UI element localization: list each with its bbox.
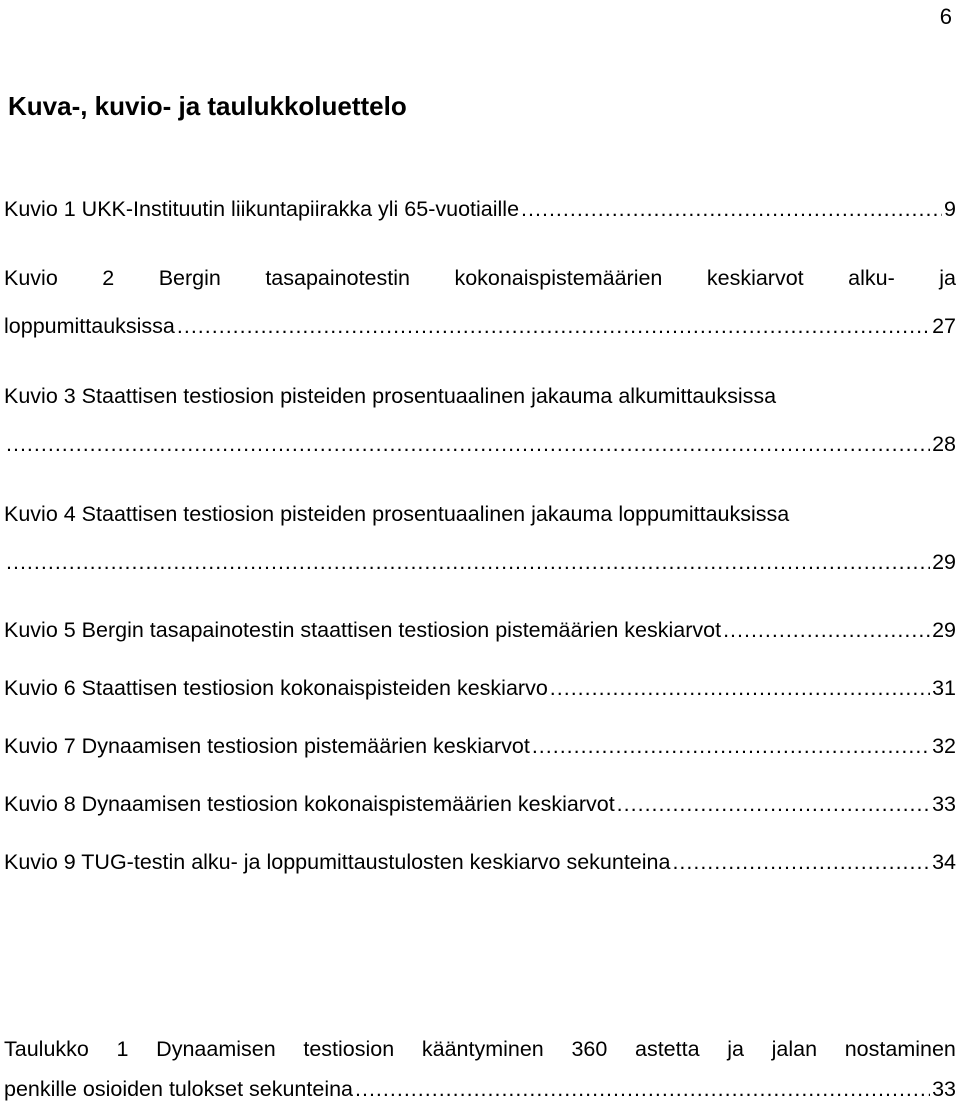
toc-page-number: 34 — [932, 850, 956, 874]
toc-page-number: 31 — [932, 676, 956, 700]
toc-word: 360 — [571, 1037, 608, 1061]
toc-line — [4, 833, 956, 891]
dot-leader — [550, 659, 930, 717]
toc-line — [4, 1060, 956, 1118]
toc-line — [4, 659, 956, 717]
dot-leader — [177, 297, 930, 355]
toc-word: jalan — [771, 1037, 818, 1061]
toc-line — [4, 180, 956, 238]
dot-leader — [617, 775, 930, 833]
toc-word: kääntyminen — [421, 1037, 544, 1061]
toc-entry-title: Kuvio 8 Dynaamisen testiosion kokonaispistemäärien keskiarvot — [4, 792, 615, 816]
toc-word: Dynaamisen — [156, 1037, 276, 1061]
toc-entry-title: Kuvio 7 Dynaamisen testiosion pistemäärien keskiarvot — [4, 734, 530, 758]
toc-word: alku- — [848, 266, 895, 290]
toc-entry-kuvio-9[interactable] — [4, 833, 956, 891]
toc-word: Kuvio — [4, 266, 58, 290]
toc-line — [4, 717, 956, 775]
toc-page-number: 33 — [932, 1077, 956, 1101]
toc-entry-taulukko-1[interactable] — [4, 1020, 956, 1118]
toc-page-number: 28 — [932, 432, 956, 456]
toc-page-number: 9 — [944, 197, 956, 221]
toc-entry-kuvio-5[interactable] — [4, 601, 956, 659]
toc-entry-title-continued: loppumittauksissa — [4, 314, 175, 338]
toc-entry-kuvio-2[interactable] — [4, 249, 956, 355]
dot-leader — [6, 415, 930, 473]
toc-entry-title: Kuvio 5 Bergin tasapainotestin staattisen testiosion pistemäärien keskiarvot — [4, 618, 722, 642]
page-title: Kuva-, kuvio- ja taulukkoluettelo — [8, 91, 407, 121]
toc-entry-title: Kuvio 1 UKK-Instituutin liikuntapiirakka yli 65-vuotiaille — [4, 197, 520, 221]
toc-entry-kuvio-8[interactable] — [4, 775, 956, 833]
toc-page-number: 27 — [932, 314, 956, 338]
toc-page-number: 32 — [932, 734, 956, 758]
toc-entry-title: Kuvio 3 Staattisen testiosion pisteiden prosentuaalinen jakauma alkumittauksissa — [4, 384, 777, 408]
dot-leader — [521, 180, 942, 238]
toc-word: tasapainotestin — [265, 266, 410, 290]
toc-entry-title: Kuvio 6 Staattisen testiosion kokonaispisteiden keskiarvo — [4, 676, 548, 700]
toc-entry-kuvio-3[interactable] — [4, 367, 956, 473]
toc-word: kokonaispistemäärien — [454, 266, 663, 290]
toc-page-number: 33 — [932, 792, 956, 816]
toc-entry-title-continued: penkille osioiden tulokset sekunteina — [4, 1077, 354, 1101]
toc-line — [4, 601, 956, 659]
page-number: 6 — [939, 4, 952, 29]
toc-line — [4, 415, 956, 473]
toc-word: astetta — [634, 1037, 700, 1061]
dot-leader — [532, 717, 930, 775]
toc-line — [4, 533, 956, 591]
toc-entry-title: Kuvio 9 TUG-testin alku- ja loppumittaustulosten keskiarvo sekunteina — [4, 850, 671, 874]
toc-word: testiosion — [303, 1037, 395, 1061]
toc-entry-kuvio-6[interactable] — [4, 659, 956, 717]
toc-line — [4, 775, 956, 833]
toc-entry-kuvio-1[interactable] — [4, 180, 956, 238]
dot-leader — [6, 533, 930, 591]
toc-word: ja — [939, 266, 956, 290]
toc-page-number: 29 — [932, 618, 956, 642]
toc-word: nostaminen — [844, 1037, 956, 1061]
toc-page-number: 29 — [932, 550, 956, 574]
toc-word: keskiarvot — [706, 266, 804, 290]
toc-line — [4, 297, 956, 355]
toc-word: ja — [727, 1037, 744, 1061]
toc-entry-title: Kuvio 4 Staattisen testiosion pisteiden prosentuaalinen jakauma loppumittauksissa — [4, 502, 790, 526]
toc-entry-kuvio-4[interactable] — [4, 485, 956, 591]
toc-word: Taulukko — [4, 1037, 89, 1061]
dot-leader — [723, 601, 930, 659]
toc-entry-kuvio-7[interactable] — [4, 717, 956, 775]
dot-leader — [672, 833, 930, 891]
toc-word: 2 — [102, 266, 115, 290]
toc-word: Bergin — [158, 266, 221, 290]
dot-leader — [355, 1060, 930, 1118]
toc-word: 1 — [116, 1037, 129, 1061]
